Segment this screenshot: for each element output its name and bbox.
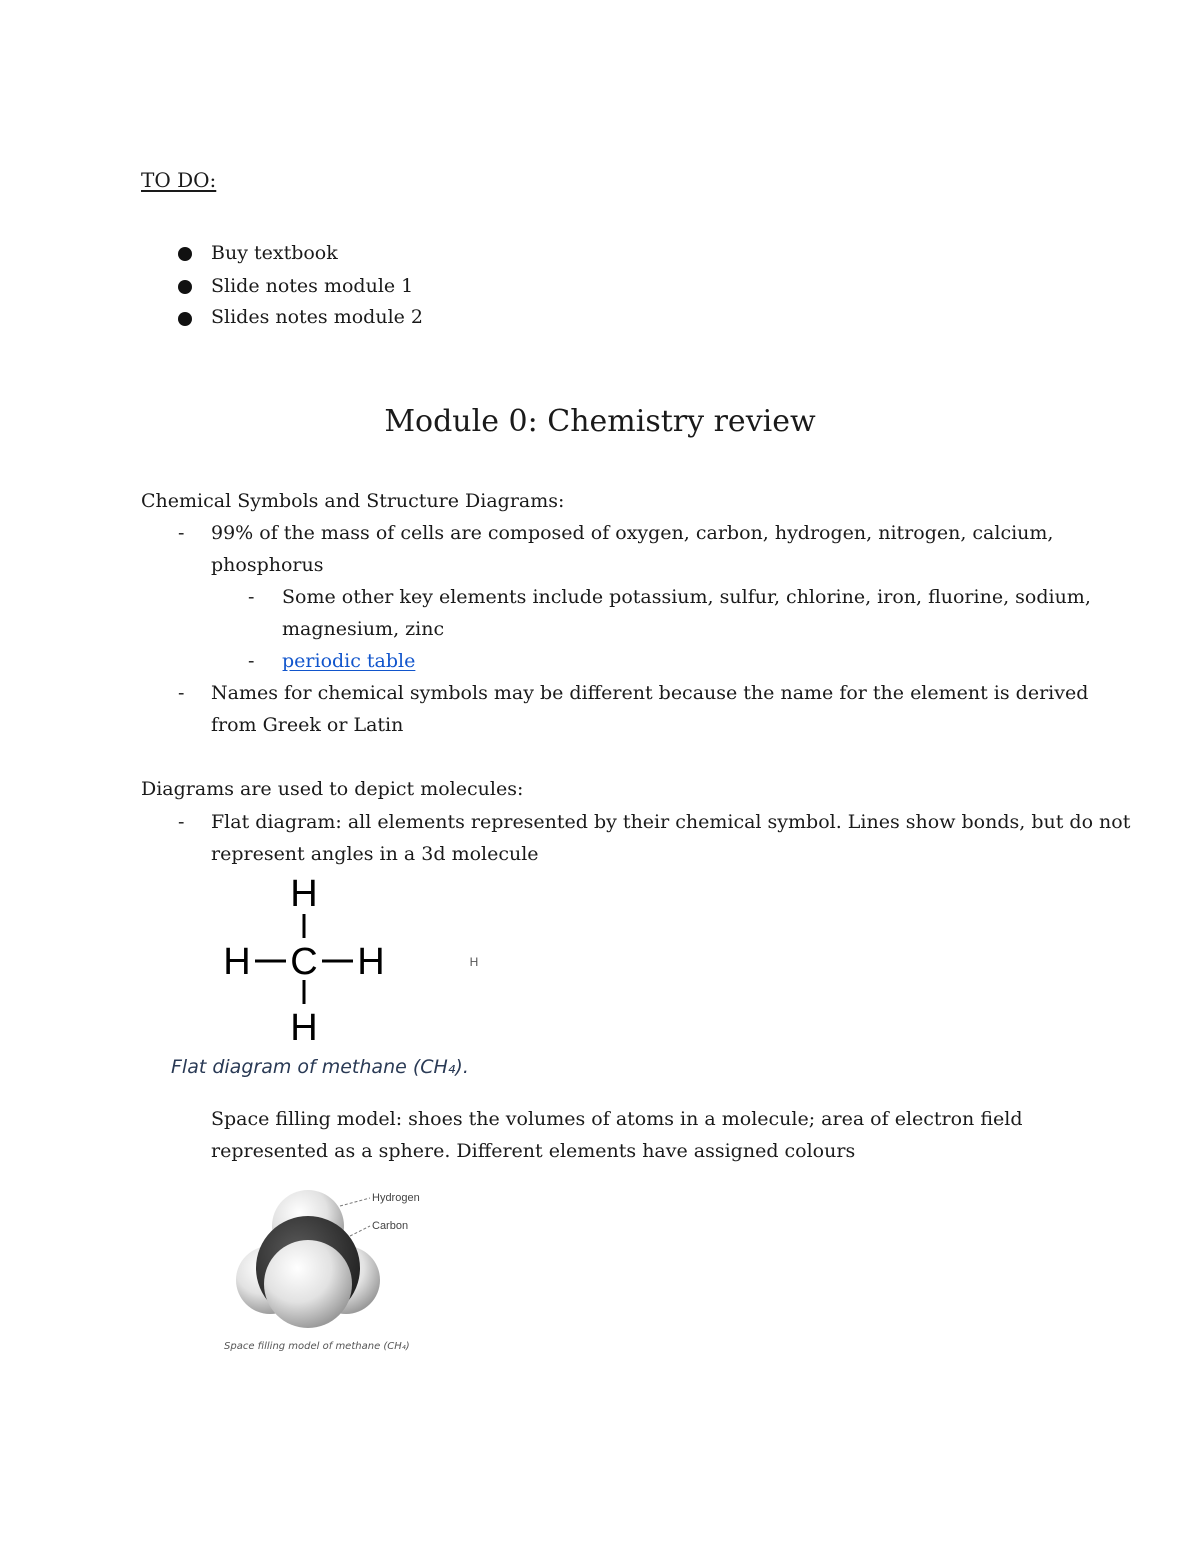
dash-marker: - (178, 811, 185, 833)
bullet-text: represent angles in a 3d molecule (211, 843, 539, 865)
stray-mark: H (469, 955, 479, 969)
atom-c-center: C (290, 941, 318, 983)
methane-flat-diagram (210, 868, 490, 1050)
bullet-text: Flat diagram: all elements represented by their chemical symbol. Lines show bonds, but do not (211, 811, 1131, 833)
dash-marker: - (248, 586, 255, 608)
section-heading: Chemical Symbols and Structure Diagrams: (141, 490, 565, 512)
flat-diagram-caption: Flat diagram of methane (CH₄). (171, 1056, 469, 1078)
methane-space-filling-model (230, 1180, 440, 1330)
bullet-dot (178, 247, 192, 261)
sub-bullet-text: magnesium, zinc (282, 618, 445, 640)
bullet-text: 99% of the mass of cells are composed of oxygen, carbon, hydrogen, nitrogen, calcium, (211, 522, 1054, 544)
carbon-label: Carbon (372, 1220, 409, 1232)
atom-h-bottom: H (290, 1007, 318, 1049)
bullet-text: phosphorus (211, 554, 324, 576)
dash-marker: - (178, 522, 185, 544)
bullet-text: Names for chemical symbols may be different because the name for the element is derived (211, 682, 1089, 704)
bullet-dot (178, 280, 192, 294)
todo-item: Slide notes module 1 (211, 275, 414, 297)
module-title: Module 0: Chemistry review (384, 404, 816, 439)
paragraph-text: represented as a sphere. Different elements have assigned colours (211, 1140, 856, 1162)
paragraph-text: Space filling model: shoes the volumes of atoms in a molecule; area of electron field (211, 1108, 1023, 1130)
sub-bullet-text: Some other key elements include potassium, sulfur, chlorine, iron, fluorine, sodium, (282, 586, 1091, 608)
section-heading: Diagrams are used to depict molecules: (141, 778, 524, 800)
atom-h-left: H (223, 941, 251, 983)
dash-marker: - (248, 650, 255, 672)
carbon-pointer-line (350, 1226, 370, 1236)
todo-item: Buy textbook (211, 242, 338, 264)
todo-title: TO DO: (141, 168, 217, 192)
hydrogen-pointer-line (340, 1198, 370, 1206)
dash-marker: - (178, 682, 185, 704)
atom-h-top: H (290, 873, 318, 915)
bullet-text: from Greek or Latin (211, 714, 404, 736)
hydrogen-sphere-front (264, 1240, 352, 1328)
periodic-table-link[interactable]: periodic table (282, 650, 416, 672)
bullet-dot (178, 312, 192, 326)
atom-h-right: H (357, 941, 385, 983)
space-model-caption: Space filling model of methane (CH₄) (224, 1341, 410, 1352)
hydrogen-label: Hydrogen (372, 1192, 420, 1204)
todo-item: Slides notes module 2 (211, 306, 424, 328)
